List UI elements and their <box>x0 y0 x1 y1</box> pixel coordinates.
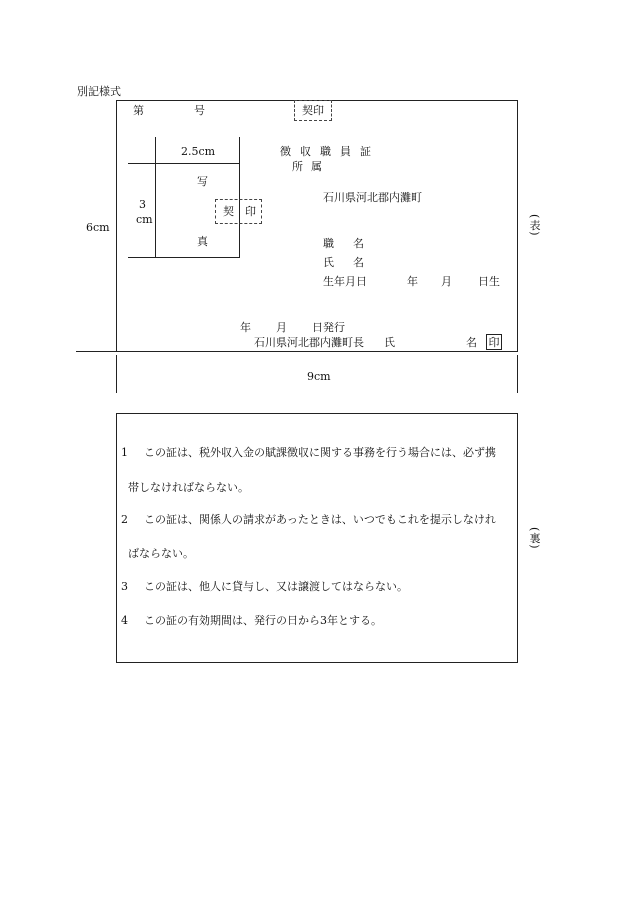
front-right-border <box>517 100 518 352</box>
issuer-seal <box>486 334 502 350</box>
front-bottom-border <box>76 351 518 352</box>
back-side-label: (裏) <box>528 527 541 550</box>
back-item-text: この証は、関係人の請求があったときは、いつでもこれを提示しなけれ <box>144 513 496 526</box>
photo-keiin-box <box>215 199 262 224</box>
card-title: 徴収職員証 <box>280 145 380 158</box>
photo-bottom-line <box>128 257 240 258</box>
back-item-number: 2 <box>121 513 128 526</box>
back-item-4-line1 <box>121 615 382 626</box>
back-item-number: 3 <box>121 580 128 593</box>
affiliation-label: 所属 <box>292 160 330 173</box>
height-dimension-label: 6cm <box>86 221 110 234</box>
birth-month: 月 <box>441 275 452 288</box>
back-item-1-line2: 帯しなければならない。 <box>128 481 249 494</box>
photo-top-line <box>128 163 240 164</box>
photo-keiin-in: 印 <box>245 205 256 218</box>
back-item-1-line1 <box>121 447 496 458</box>
back-item-number: 1 <box>121 446 128 459</box>
number-go: 号 <box>194 104 205 117</box>
form-label: 別記様式 <box>77 85 121 98</box>
width-dimension-label: 9cm <box>307 370 331 383</box>
photo-width-label: 2.5cm <box>181 145 216 158</box>
issuer-seal-label: 印 <box>488 335 500 349</box>
issuer-shi: 氏 <box>384 336 395 349</box>
photo-height-unit: cm <box>136 213 153 226</box>
top-keiin-box <box>294 100 332 121</box>
photo-keiin-ke: 契 <box>223 205 234 218</box>
birthdate-label: 生年月日 <box>323 275 367 288</box>
width-dim-left-tick <box>116 355 117 393</box>
back-item-2-line2: ばならない。 <box>128 547 194 560</box>
back-item-2-line1 <box>121 514 496 525</box>
back-item-number: 4 <box>121 614 128 627</box>
affiliation-value: 石川県河北郡内灘町 <box>323 191 422 204</box>
back-item-text: この証は、他人に貸与し、又は譲渡してはならない。 <box>144 580 408 593</box>
back-item-text: この証は、税外収入金の賦課徴収に関する事務を行う場合には、必ず携 <box>144 446 496 459</box>
issue-day: 日発行 <box>312 321 345 334</box>
job-title-label: 職名 <box>323 237 383 250</box>
name-label: 氏名 <box>323 256 383 269</box>
issue-month: 月 <box>276 321 287 334</box>
photo-char-shin: 真 <box>197 235 208 248</box>
width-dim-right-tick <box>517 355 518 393</box>
photo-right-line <box>239 137 240 258</box>
number-dai: 第 <box>133 104 144 117</box>
issuer-mei: 名 <box>466 336 477 349</box>
issuer-name: 石川県河北郡内灘町長 <box>254 336 364 349</box>
top-keiin-label: 契印 <box>302 104 324 117</box>
birth-day: 日生 <box>478 275 500 288</box>
birth-year: 年 <box>407 275 418 288</box>
back-item-3-line1 <box>121 581 408 592</box>
photo-char-sha: 写 <box>197 175 208 188</box>
photo-height-dim-line <box>155 137 156 258</box>
front-side-label: (表) <box>528 214 541 237</box>
front-left-border <box>116 100 117 352</box>
back-item-text: この証の有効期間は、発行の日から3年とする。 <box>144 614 382 627</box>
issue-year: 年 <box>240 321 251 334</box>
photo-height-num: 3 <box>139 198 146 211</box>
